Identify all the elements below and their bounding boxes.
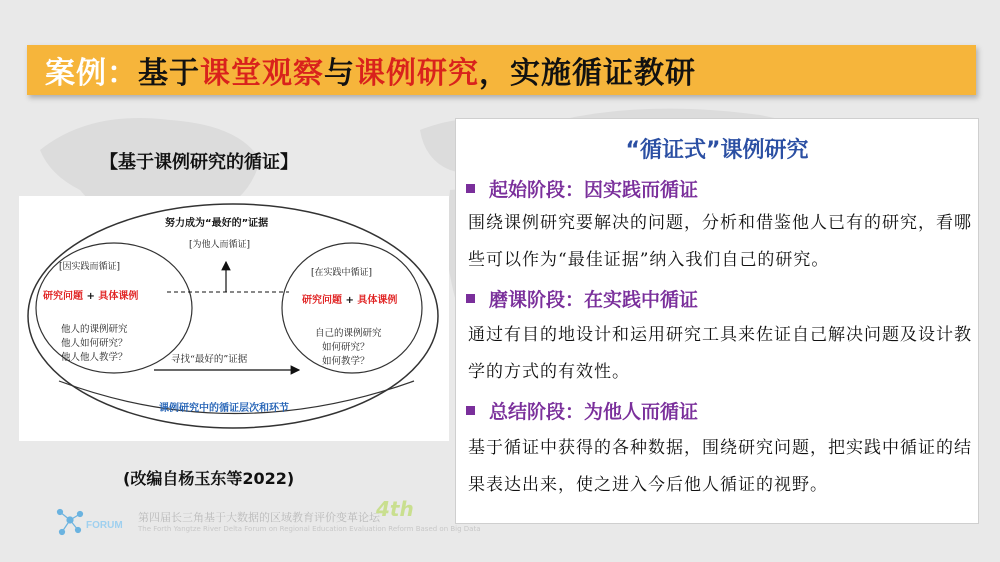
diagram-for-others: [为他人而循证] [189,240,251,250]
title-part1: 基于 [138,56,200,91]
diagram-top-label: 努力成为“最好的”证据 [165,218,269,229]
stage-text-polish: 通过有目的地设计和运用研究工具来佐证自己解决问题及设计教学的方式的有效性。 [468,325,972,382]
right-box-red-line [302,295,397,308]
arrow-label: 寻找“最好的”证据 [171,354,248,365]
source-citation: (改编自杨玉东等2022) [123,469,295,488]
title-part2: 与 [324,56,355,91]
square-bullet-icon [466,406,475,415]
left-box-red-line [43,291,138,304]
stage-text-summary: 基于循证中获得的各种数据，围绕研究问题，把实践中循证的结果表达出来，使之进入今后他人循证的视野。 [468,438,972,495]
right-research-question: 研究问题 [302,295,342,306]
right-box-line-3: 如何教学？ [322,356,370,367]
left-specific-lesson: 具体课例 [98,291,139,302]
forum-logo [52,504,134,544]
left-research-question: 研究问题 [43,291,83,302]
title-bar [27,45,976,95]
title-prefix: 案例 [45,56,107,91]
title-part3: ，实施循证教研 [479,56,696,91]
diagram-caption: 【基于课例研究的循证】 [100,152,298,173]
stage-heading-text: 总结阶段：为他人而循证 [489,401,699,423]
diagram-bottom-label: 课例研究中的循证层次和环节 [159,403,289,414]
left-plus: + [83,291,99,302]
stage-heading-text: 起始阶段：因实践而循证 [489,179,699,201]
right-box-bracket: [在实践中循证] [311,268,373,278]
panel-title: “循证式”课例研究 [625,138,809,163]
stage-heading-text: 磨课阶段：在实践中循证 [489,289,699,311]
footer-forum-name: 第四届长三角基于大数据的区域教育评价变革论坛 [138,511,380,524]
right-plus: + [342,295,358,306]
title-highlight-lesson-study: 课例研究 [355,56,479,91]
right-box-line-1: 自己的课例研究 [315,328,382,339]
stage-text-start: 围绕课例研究要解决的问题，分析和借鉴他人已有的研究，看哪些可以作为“最佳证据”纳入我们自己的研究。 [468,213,972,270]
stage-heading-start [466,175,698,202]
title-highlight-classroom-observation: 课堂观察 [200,56,324,91]
stage-heading-summary [466,397,698,424]
forum-logo-text: FORUM [86,520,123,531]
left-box-line-3: 他人他人教学？ [61,352,128,363]
right-box-line-2: 如何研究？ [322,342,370,353]
evidence-diagram [19,196,449,441]
left-box-line-1: 他人的课例研究 [61,324,128,335]
right-specific-lesson: 具体课例 [357,295,398,306]
left-box-line-2: 他人如何研究？ [61,338,128,349]
evidence-lesson-study-panel [455,118,979,524]
title-colon: ： [107,56,138,91]
footer-forum-name-en: The Forth Yangtze River Delta Forum on Regional Education Evaluation Reform Based on Big Data [138,525,481,533]
stage-heading-polish [466,285,698,312]
square-bullet-icon [466,294,475,303]
left-box-bracket: [因实践而循证] [59,262,121,272]
square-bullet-icon [466,184,475,193]
footer-edition: 4th [376,497,414,521]
